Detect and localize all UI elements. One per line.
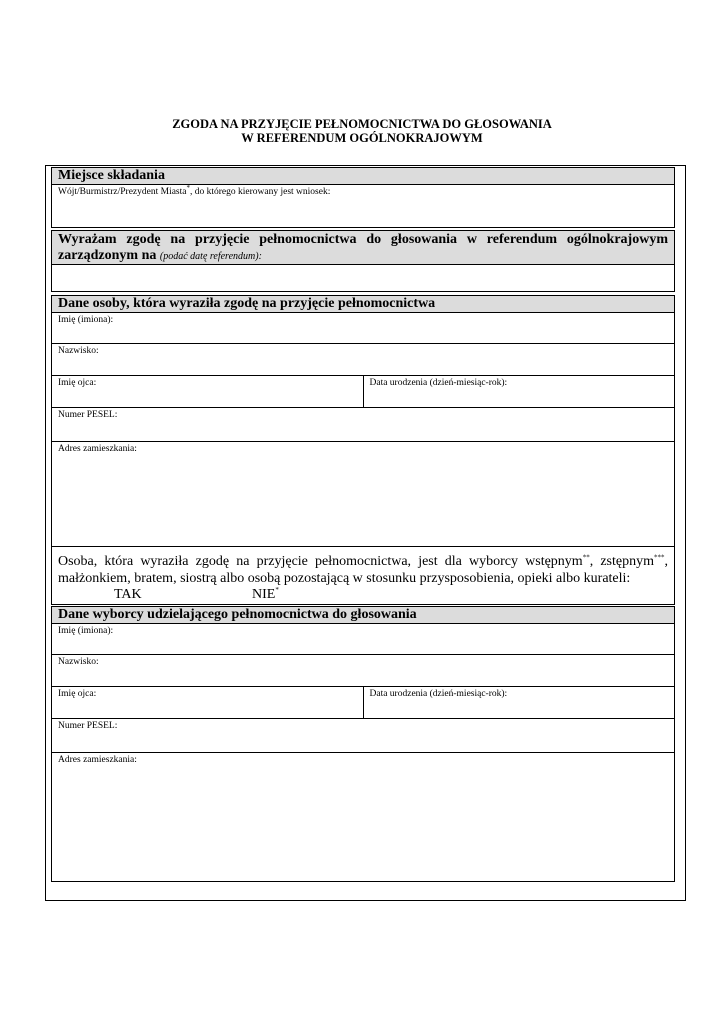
proxy-section <box>51 295 675 605</box>
proxy-father-birth-row <box>52 376 674 408</box>
proxy-first-names-field[interactable] <box>52 313 674 344</box>
relation-text-c: , małżonkiem, bratem, siostrą albo osobą pozostającą w stosunku przysposobienia, opieki albo kurateli: <box>58 554 669 586</box>
voter-first-names-label: Imię (imiona): <box>58 626 114 636</box>
voter-birth-date-field[interactable] <box>364 687 675 718</box>
voter-father-name-label: Imię ojca: <box>58 689 97 699</box>
proxy-pesel-label: Numer PESEL: <box>58 410 118 420</box>
voter-father-name-field[interactable] <box>52 687 364 718</box>
form-title-line1: ZGODA NA PRZYJĘCIE PEŁNOMOCNICTWA DO GŁOSOWANIA <box>172 117 552 131</box>
voter-surname-label: Nazwisko: <box>58 657 99 667</box>
consent-hint: (podać datę referendum): <box>159 251 262 262</box>
proxy-address-field[interactable] <box>52 442 674 547</box>
voter-pesel-label: Numer PESEL: <box>58 721 118 731</box>
voter-address-field[interactable] <box>52 753 674 879</box>
relation-no-label: NIE <box>252 587 276 602</box>
proxy-first-names-label: Imię (imiona): <box>58 315 114 325</box>
place-field[interactable] <box>52 185 674 199</box>
voter-pesel-field[interactable] <box>52 719 674 753</box>
voter-section <box>51 606 675 882</box>
referendum-date-field[interactable] <box>52 265 674 291</box>
consent-section <box>51 230 675 292</box>
place-label-a: Wójt/Burmistrz/Prezydent Miasta <box>58 187 187 197</box>
proxy-birth-date-label: Data urodzenia (dzień-miesiąc-rok): <box>369 378 508 388</box>
proxy-relation-block <box>52 547 674 603</box>
proxy-surname-label: Nazwisko: <box>58 346 99 356</box>
proxy-birth-date-field[interactable] <box>364 376 675 407</box>
proxy-father-name-field[interactable] <box>52 376 364 407</box>
proxy-surname-field[interactable] <box>52 344 674 376</box>
relation-options <box>52 587 674 603</box>
consent-heading <box>52 231 674 265</box>
voter-father-birth-row <box>52 687 674 719</box>
relation-mark-2: ** <box>582 553 590 562</box>
relation-mark-3: *** <box>654 553 665 562</box>
form-title-line2: W REFERENDUM OGÓLNOKRAJOWYM <box>241 131 483 145</box>
relation-yes-option[interactable]: TAK <box>114 587 142 602</box>
place-heading: Miejsce składania <box>52 168 674 185</box>
place-section <box>51 167 675 228</box>
place-asterisk: * <box>186 183 190 192</box>
voter-first-names-field[interactable] <box>52 624 674 655</box>
proxy-relation-statement <box>52 547 674 587</box>
proxy-pesel-field[interactable] <box>52 408 674 442</box>
voter-heading: Dane wyborcy udzielającego pełnomocnictwa do głosowania <box>52 607 674 624</box>
voter-birth-date-label: Data urodzenia (dzień-miesiąc-rok): <box>369 689 508 699</box>
relation-no-option[interactable]: NIE* <box>252 586 279 602</box>
voter-address-label: Adres zamieszkania: <box>58 755 137 765</box>
proxy-heading: Dane osoby, która wyraziła zgodę na przyjęcie pełnomocnictwa <box>52 296 674 313</box>
form-title <box>0 117 724 145</box>
proxy-father-name-label: Imię ojca: <box>58 378 97 388</box>
relation-text-b: , zstępnym <box>589 554 655 569</box>
proxy-address-label: Adres zamieszkania: <box>58 444 137 454</box>
place-label-b: , do którego kierowany jest wniosek: <box>190 187 331 197</box>
voter-surname-field[interactable] <box>52 655 674 687</box>
consent-heading-text: Wyrażam zgodę na przyjęcie pełnomocnictwa do głosowania w referendum ogólnokrajowym zarządzonym na <box>58 232 668 263</box>
relation-text-a: Osoba, która wyraziła zgodę na przyjęcie pełnomocnictwa, jest dla wyborcy wstępnym <box>58 554 583 569</box>
